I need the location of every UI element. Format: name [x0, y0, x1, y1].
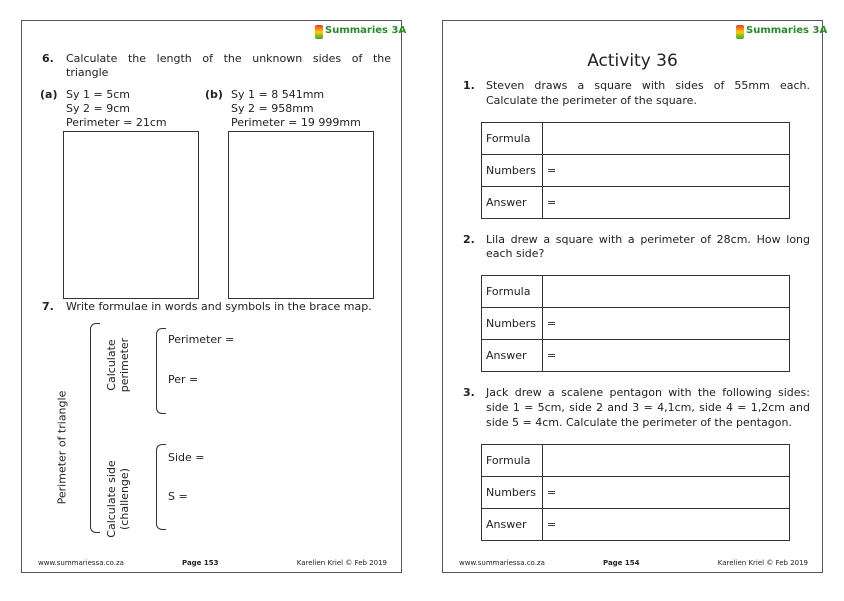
branch1-item2: Per =: [168, 373, 199, 386]
q3-text: Jack drew a scalene pentagon with the following sides:: [486, 386, 810, 399]
left-page: [21, 20, 407, 573]
branch1-item1: Perimeter =: [168, 333, 235, 346]
q6-number: 6.: [42, 52, 54, 65]
numbers-label: Numbers: [482, 155, 543, 187]
formula-cell[interactable]: [543, 123, 790, 155]
footer-site: www.summariessa.co.za: [459, 559, 545, 567]
numbers-label: Numbers: [482, 477, 543, 509]
branch2-label: Calculate side (challenge): [105, 460, 131, 538]
formula-label: Formula: [482, 123, 543, 155]
q7-text: Write formulae in words and symbols in the brace map.: [66, 300, 372, 313]
branch2-brace: [156, 444, 166, 530]
footer-site: www.summariessa.co.za: [38, 559, 124, 567]
right-page: [442, 20, 828, 573]
q7-number: 7.: [42, 300, 54, 313]
numbers-cell[interactable]: =: [543, 477, 790, 509]
q6b-line3: Perimeter = 19 999mm: [231, 116, 361, 129]
formula-cell[interactable]: [543, 445, 790, 477]
q6a-line2: Sy 2 = 9cm: [66, 102, 130, 115]
answer-label: Answer: [482, 340, 543, 372]
q2-number: 2.: [463, 233, 475, 246]
activity-title: Activity 36: [587, 51, 678, 71]
branch2-item1: Side =: [168, 451, 205, 464]
q6-text: Calculate the length of the unknown sides of the: [66, 52, 391, 65]
formula-cell[interactable]: [543, 276, 790, 308]
q6b-label: (b): [205, 88, 223, 101]
root-brace: [90, 323, 100, 533]
q1-text: Steven draws a square with sides of 55mm each.: [486, 79, 810, 92]
q2-text-2: each side?: [486, 247, 545, 260]
q6a-label: (a): [40, 88, 58, 101]
q3-number: 3.: [463, 386, 475, 399]
formula-label: Formula: [482, 276, 543, 308]
summaries-logo: Summaries 3A: [315, 25, 395, 39]
branch1-brace: [156, 328, 166, 414]
lamp-icon: [736, 25, 744, 39]
summaries-logo: Summaries 3A: [736, 25, 816, 39]
answer-cell[interactable]: =: [543, 340, 790, 372]
formula-label: Formula: [482, 445, 543, 477]
answer-label: Answer: [482, 187, 543, 219]
answer-cell[interactable]: =: [543, 187, 790, 219]
numbers-label: Numbers: [482, 308, 543, 340]
q6a-line1: Sy 1 = 5cm: [66, 88, 130, 101]
footer-page: Page 154: [603, 559, 640, 567]
footer-author: Karelien Kriel © Feb 2019: [717, 559, 808, 567]
q3-text-2: side 1 = 5cm, side 2 and 3 = 4,1cm, side 4 = 1,2cm and: [486, 401, 810, 414]
q2-table: [481, 275, 790, 372]
q6a-answer-box[interactable]: [63, 131, 199, 299]
lamp-icon: [315, 25, 323, 39]
numbers-cell[interactable]: =: [543, 155, 790, 187]
q1-text-2: Calculate the perimeter of the square.: [486, 94, 697, 107]
q6b-line2: Sy 2 = 958mm: [231, 102, 314, 115]
q6a-line3: Perimeter = 21cm: [66, 116, 167, 129]
q2-text: Lila drew a square with a perimeter of 28cm. How long: [486, 233, 810, 246]
brace-root-label: Perimeter of triangle: [55, 390, 69, 505]
footer-page: Page 153: [182, 559, 219, 567]
q1-table: [481, 122, 790, 219]
branch2-item2: S =: [168, 490, 188, 503]
footer-author: Karelien Kriel © Feb 2019: [296, 559, 387, 567]
q1-number: 1.: [463, 79, 475, 92]
q3-table: [481, 444, 790, 541]
answer-label: Answer: [482, 509, 543, 541]
branch1-label: Calculate perimeter: [105, 337, 131, 393]
q3-text-3: side 5 = 4cm. Calculate the perimeter of the pentagon.: [486, 416, 792, 429]
q6-text-2: triangle: [66, 66, 109, 79]
numbers-cell[interactable]: =: [543, 308, 790, 340]
answer-cell[interactable]: =: [543, 509, 790, 541]
q6b-answer-box[interactable]: [228, 131, 374, 299]
q6b-line1: Sy 1 = 8 541mm: [231, 88, 325, 101]
